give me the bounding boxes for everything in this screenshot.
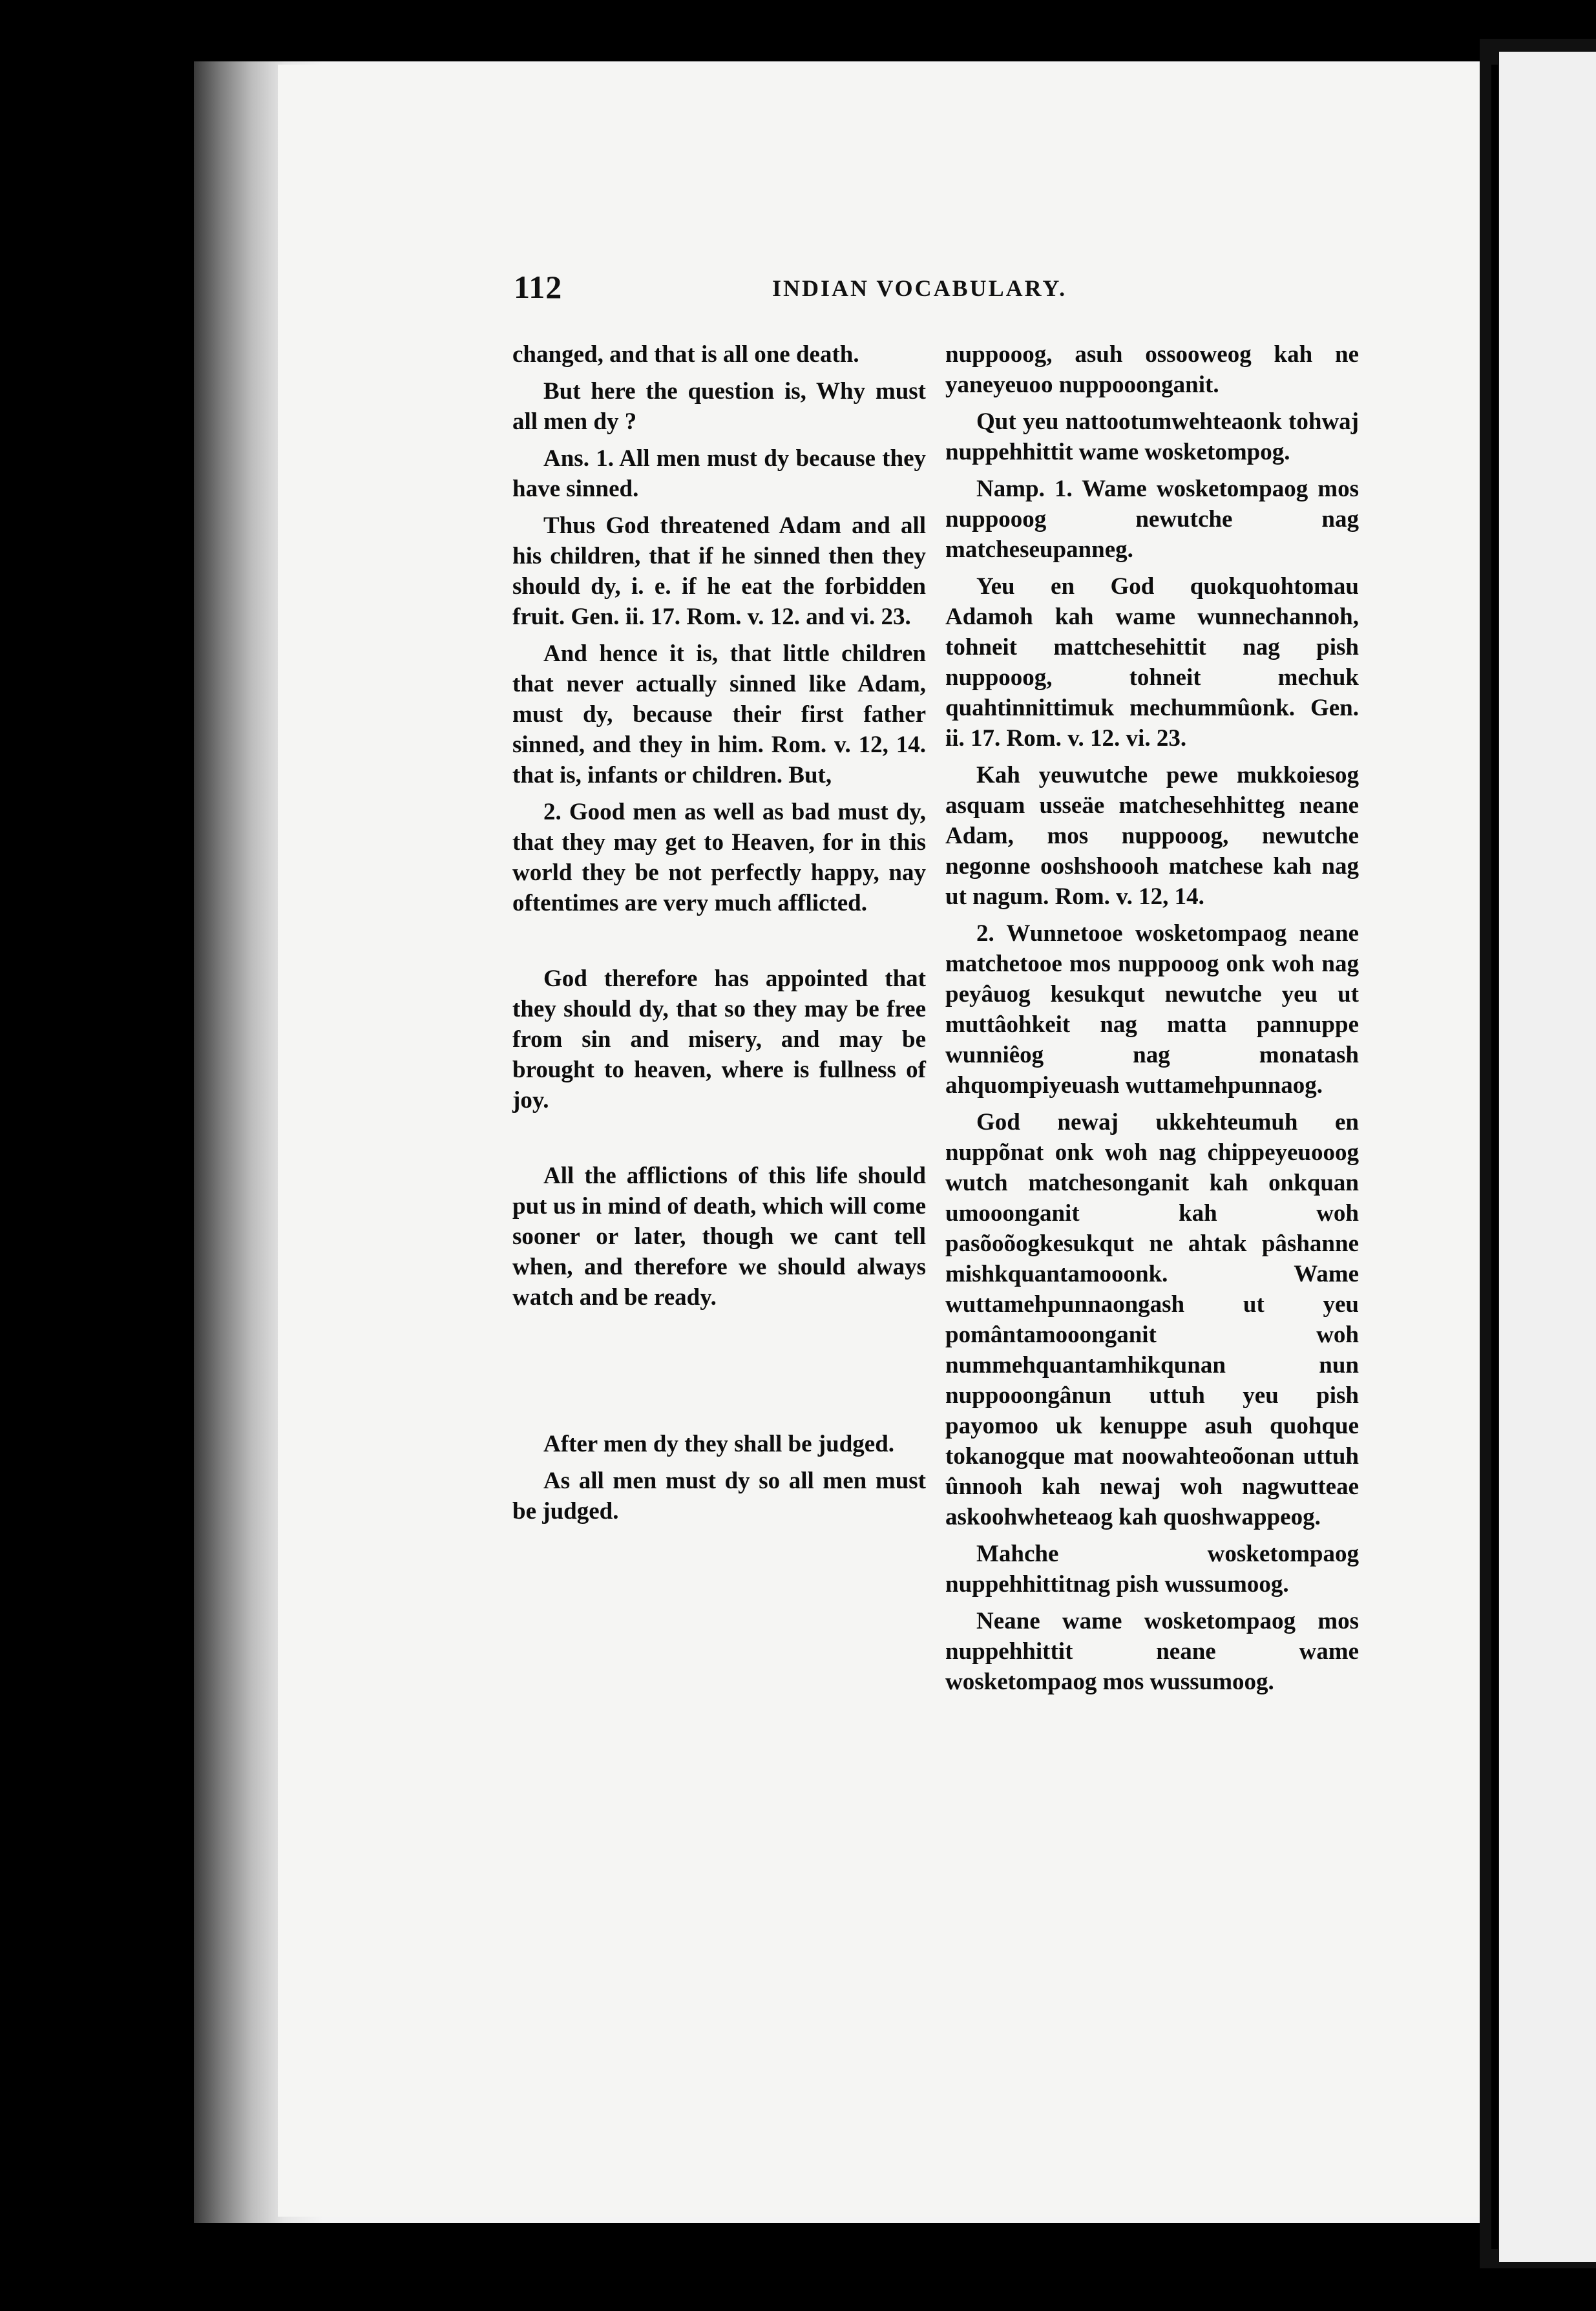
paragraph: God therefore has appointed that they should dy, that so they may be free from sin and misery, and may be brought to heaven, where is fullness of joy. xyxy=(512,966,926,1113)
paragraph: And hence it is, that little children that never actually sinned like Adam, must dy, because their first father sinned, and they in him. Rom. v. 12, 14. that is, infants or children. But, xyxy=(512,640,926,788)
paragraph: Neane wame wosketompaog mos nuppehhittit neane wame wosketompaog mos wussumoog. xyxy=(945,1608,1359,1695)
spacer xyxy=(512,1122,926,1161)
paragraph: Qut yeu nattootumwehteaonk tohwaj nuppehhittit wame wosketompog. xyxy=(945,408,1359,465)
paragraph: Yeu en God quokquohtomau Adamoh kah wame wunnechannoh, tohneit mattchesehittit nag pish nuppooog, tohneit mechuk quahtinnittimuk mechummûonk. Gen. ii. 17. Rom. v. 12. vi. 23. xyxy=(945,573,1359,752)
paragraph: Kah yeuwutche pewe mukkoiesog asquam usseäe matchesehhitteg neane Adam, mos nuppooog, newutche negonne ooshshoooh matchese kah nag ut nagum. Rom. v. 12, 14. xyxy=(945,762,1359,910)
paragraph: Ans. 1. All men must dy because they have sinned. xyxy=(512,445,926,502)
paragraph: nuppooog, asuh ossooweog kah ne yaneyeuoo nuppooonganit. xyxy=(945,341,1359,398)
paragraph: But here the question is, Why must all men dy ? xyxy=(512,378,926,435)
paragraph: Mahche wosketompaog nuppehhittitnag pish wussumoog. xyxy=(945,1541,1359,1598)
running-head: INDIAN VOCABULARY. xyxy=(772,275,1067,301)
facing-page-paper xyxy=(1499,52,1596,2262)
page-number: 112 xyxy=(514,269,563,305)
spacer xyxy=(512,1319,926,1429)
paragraph: 2. Good men as well as bad must dy, that they may get to Heaven, for in this world they be not perfectly happy, nay oftentimes are very much afflicted. xyxy=(512,799,926,916)
paragraph: 2. Wunnetooe wosketompaog neane matchetooe mos nuppooog onk woh nag peyâuog kesukqut newutche yeu ut muttâohkeit nag matta pannuppe wunniêog nag monatash ahquompiyeuash wuttamehpunnaog. xyxy=(945,920,1359,1099)
paragraph: After men dy they shall be judged. xyxy=(543,1431,895,1457)
paragraph: As all men must dy so all men must be judged. xyxy=(512,1468,926,1525)
english-column xyxy=(512,339,926,1533)
paragraph: Namp. 1. Wame wosketompaog mos nuppooog newutche nag matcheseupanneg. xyxy=(945,476,1359,563)
paragraph: All the afflictions of this life should put us in mind of death, which will come sooner or later, though we cant tell when, and therefore we should always watch and be ready. xyxy=(512,1163,926,1311)
indian-column xyxy=(945,339,1359,1704)
binding-rule xyxy=(1491,65,1498,2249)
paragraph: changed, and that is all one death. xyxy=(512,341,859,368)
facing-page-edge xyxy=(1480,39,1596,2268)
paragraph: God newaj ukkehteumuh en nuppõnat onk woh nag chippeyeuooog wutch matchesonganit kah onkquan umooonganit kah woh pasõoõogkesukqut ne ahtak pâshanne mishkquantamooonk. Wame wuttamehpunnaongash ut yeu pomântamooonganit woh nummehquantamhikqunan nun nuppooongânun uttuh yeu pish payomoo uk kenuppe asuh quohque tokanogque mat noowahteoõonan uttuh ûnnooh kah newaj woh nagwutteae askoohwheteaog kah quoshwappeog. xyxy=(945,1109,1359,1530)
paragraph: Thus God threatened Adam and all his children, that if he sinned then they should dy, i. e. if he eat the forbidden fruit. Gen. ii. 17. Rom. v. 12. and vi. 23. xyxy=(512,512,926,630)
spacer xyxy=(512,925,926,964)
